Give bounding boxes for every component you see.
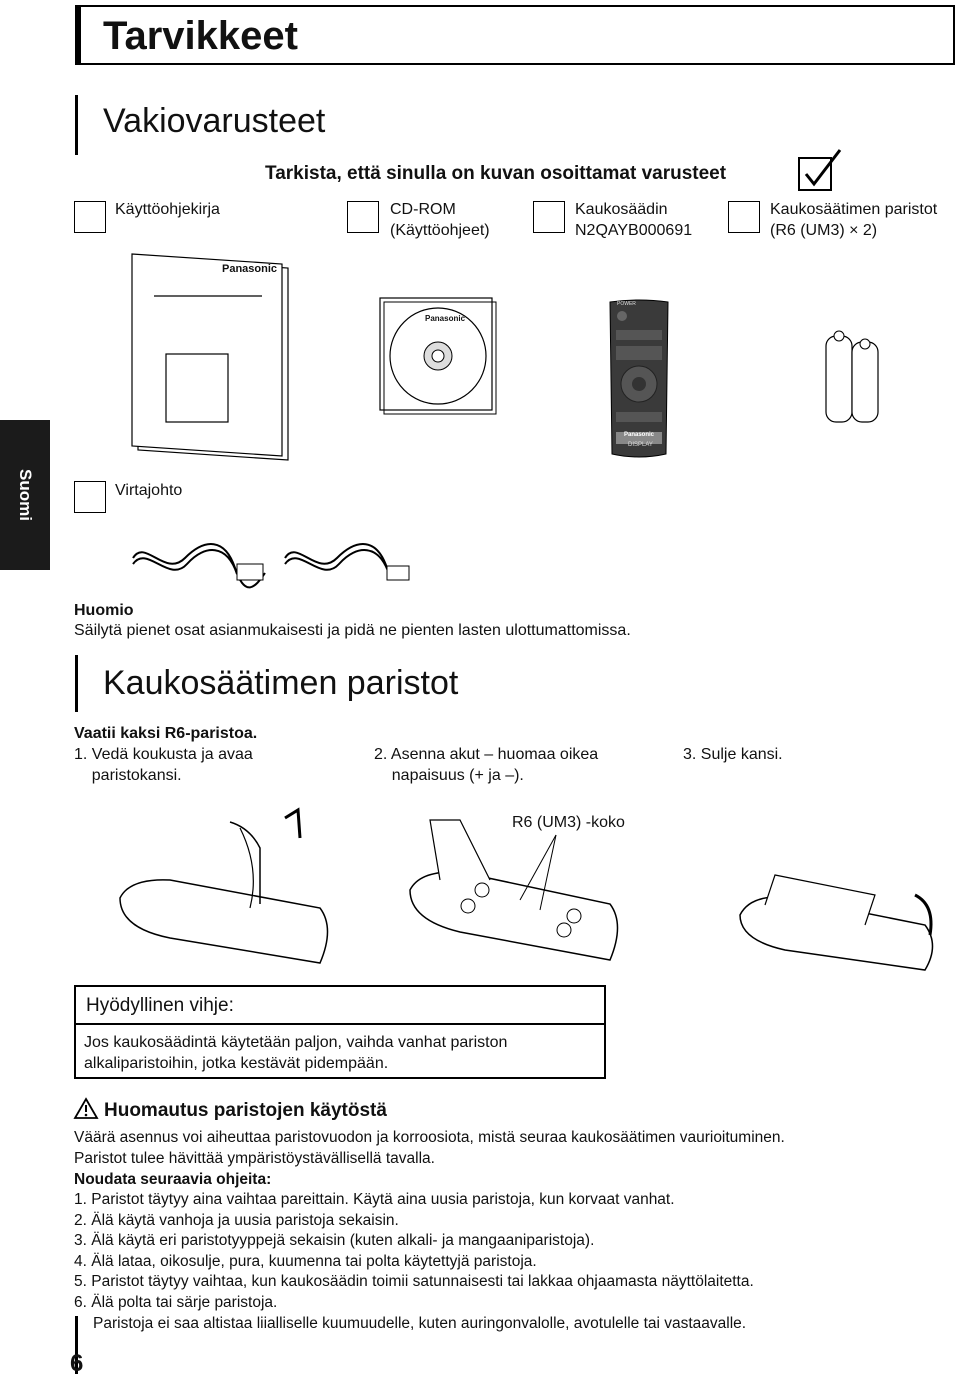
remote-brand: Panasonic (624, 432, 655, 438)
section-rule-2 (75, 655, 78, 712)
checkbox-remote[interactable] (533, 201, 565, 233)
tip-heading: Hyödyllinen vihje: (86, 995, 234, 1016)
check-instruction: Tarkista, että sinulla on kuvan osoittamat varusteet (265, 163, 727, 184)
warning-rule-5: 5. Paristot täytyy vaihtaa, kun kaukosäädin toimii satunnaisesti tai lakkaa ohjaamasta näyttölaitetta. (74, 1273, 754, 1290)
warning-rule-6-cont: Paristoja ei saa altistaa liialliselle kuumuudelle, kuten auringonvalolle, avotulelle tai vastaavalle. (93, 1315, 747, 1332)
section-title-vakiovarusteet: Vakiovarusteet (103, 102, 326, 140)
warning-rule-4: 4. Älä lataa, oikosulje, pura, kuumenna tai polta käytettyjä paristoja. (74, 1253, 537, 1270)
checkmark-box-icon (798, 148, 846, 192)
tip-text: Jos kaukosäädintä käytetään paljon, vaihda vanhat pariston alkaliparistoihin, jotka kestävät pidempään. (84, 1034, 508, 1072)
section-rule (75, 95, 78, 155)
warning-icon (74, 1097, 98, 1119)
checkbox-cdrom[interactable] (347, 201, 379, 233)
side-tab-label: Suomi (16, 469, 35, 521)
item-label-power-cord: Virtajohto (115, 482, 183, 499)
cd-brand: Panasonic (425, 314, 466, 323)
close-cover-illustration (735, 855, 940, 975)
remote-display-label: DISPLAY (628, 442, 653, 448)
insert-batteries-illustration (400, 820, 630, 970)
battery-size-label: R6 (UM3) -koko (512, 814, 625, 831)
caution-heading: Huomio (74, 602, 134, 619)
warning-line-1: Väärä asennus voi aiheuttaa paristovuodon ja korroosiota, mistä seuraa kaukosäätimen vaurioituminen. (74, 1129, 785, 1146)
section-title-paristot: Kaukosäätimen paristot (103, 664, 459, 702)
warning-rule-6: 6. Älä polta tai särje paristoja. (74, 1294, 278, 1311)
warning-heading: Huomautus paristojen käytöstä (104, 1100, 387, 1121)
warning-rule-1: 1. Paristot täytyy aina vaihtaa pareittain. Käytä aina uusia paristoja, kun korvaat vanhat. (74, 1191, 675, 1208)
batteries-illustration (822, 324, 888, 424)
remote-power-label: POWER (617, 301, 636, 307)
page-title: Tarvikkeet (103, 14, 298, 58)
page-number: 6 (70, 1350, 84, 1377)
manual-brand: Panasonic (222, 263, 278, 275)
requires-text: Vaatii kaksi R6-paristoa. (74, 725, 258, 742)
warning-rule-3: 3. Älä käytä eri paristotyyppejä sekaisin (kuten alkali- ja mangaaniparistoja). (74, 1232, 595, 1249)
item-label-remote: Kaukosäädin N2QAYB000691 (575, 201, 693, 239)
checkbox-power-cord[interactable] (74, 481, 106, 513)
open-cover-illustration (110, 808, 340, 973)
checkbox-manual[interactable] (74, 201, 106, 233)
item-label-batteries: Kaukosäätimen paristot (R6 (UM3) × 2) (770, 201, 938, 239)
warning-line-2: Paristot tulee hävittää ympäristöystävällisellä tavalla. (74, 1150, 435, 1167)
power-cord-illustration (125, 528, 425, 598)
checkbox-batteries[interactable] (728, 201, 760, 233)
manual-illustration (128, 250, 298, 465)
step-1: 1. Vedä koukusta ja avaa paristokansi. (74, 746, 253, 784)
step-3: 3. Sulje kansi. (683, 746, 783, 763)
step-2: 2. Asenna akut – huomaa oikea napaisuus (+ ja –). (374, 746, 599, 784)
caution-text: Säilytä pienet osat asianmukaisesti ja pidä ne pienten lasten ulottumattomissa. (74, 622, 631, 639)
warning-subheading: Noudata seuraavia ohjeita: (74, 1171, 272, 1188)
tip-header (74, 985, 606, 1025)
item-label-manual: Käyttöohjekirja (115, 201, 220, 218)
side-tab (0, 420, 50, 570)
warning-rule-2: 2. Älä käytä vanhoja ja uusia paristoja sekaisin. (74, 1212, 399, 1229)
item-label-cdrom: CD-ROM (Käyttöohjeet) (390, 201, 490, 239)
